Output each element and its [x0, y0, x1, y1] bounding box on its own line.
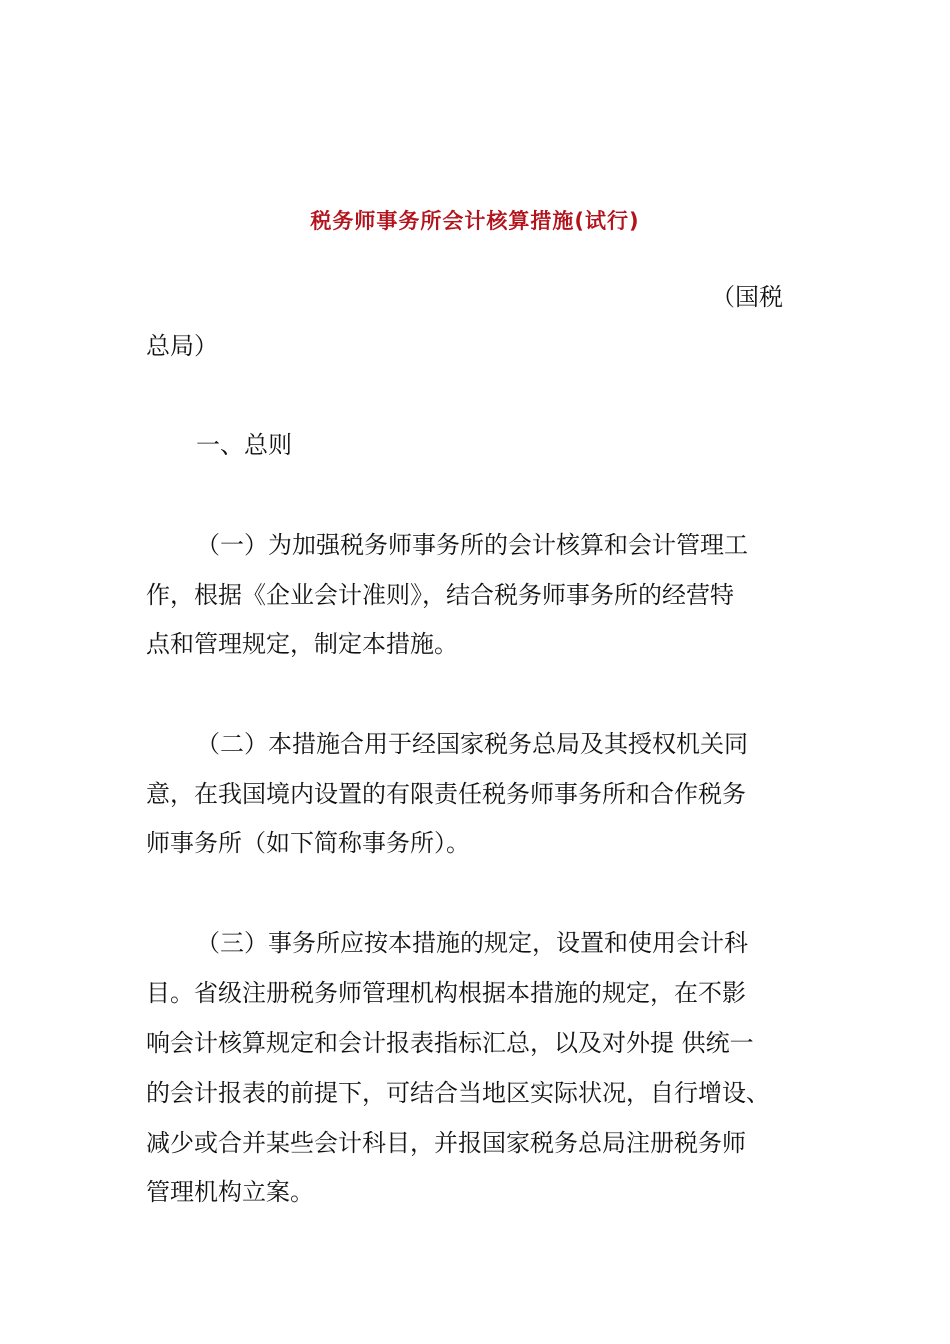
paragraph-3-line-4: 的会计报表的前提下，可结合当地区实际状况，自行增设、 [146, 1079, 770, 1107]
source-line-2: 总局） [146, 332, 218, 360]
paragraph-2-line-1: （二）本措施合用于经国家税务总局及其授权机关同 [196, 730, 748, 758]
section-heading-general: 一、总则 [196, 431, 292, 459]
paragraph-2-line-3: 师事务所（如下简称事务所）。 [146, 829, 470, 857]
paragraph-3-line-1: （三）事务所应按本措施的规定，设置和使用会计科 [196, 929, 748, 957]
paragraph-3-line-5: 减少或合并某些会计科目，并报国家税务总局注册税务师 [146, 1129, 746, 1157]
paragraph-1-line-2: 作，根据《企业会计准则》，结合税务师事务所的经营特 [146, 581, 734, 609]
document-title: 税务师事务所会计核算措施(试行) [310, 209, 640, 233]
paragraph-2-line-2: 意，在我国境内设置的有限责任税务师事务所和合作税务 [146, 780, 746, 808]
paragraph-3-line-6: 管理机构立案。 [146, 1178, 314, 1206]
paragraph-1-line-1: （一）为加强税务师事务所的会计核算和会计管理工 [196, 531, 748, 559]
source-line-1: （国税 [711, 283, 783, 311]
paragraph-3-line-2: 目。省级注册税务师管理机构根据本措施的规定，在不影 [146, 979, 746, 1007]
paragraph-3-line-3: 响会计核算规定和会计报表指标汇总，以及对外提 供统一 [146, 1029, 754, 1057]
paragraph-1-line-3: 点和管理规定，制定本措施。 [146, 630, 458, 658]
